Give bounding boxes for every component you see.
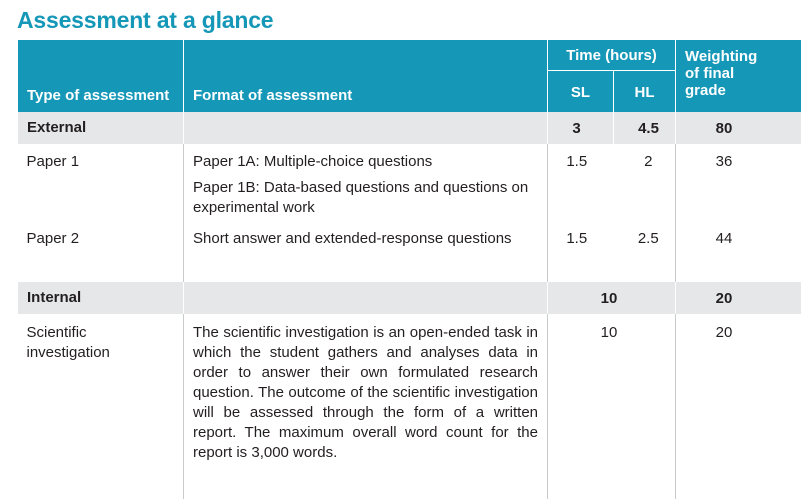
header-sl: SL: [548, 71, 614, 113]
paper1-format-a: Paper 1A: Multiple-choice questions: [193, 153, 433, 170]
paper2-label: Paper 2: [18, 220, 184, 282]
header-type: Type of assessment: [18, 40, 184, 112]
header-weighting-line2: of final: [685, 65, 735, 82]
internal-time: 10: [548, 282, 676, 314]
header-row-top: [18, 40, 802, 71]
investigation-label: Scientific investigation: [18, 314, 184, 499]
paper1-weight: 36: [676, 144, 802, 220]
table-row-investigation: [18, 314, 802, 499]
investigation-time: 10: [548, 314, 676, 499]
internal-format-empty: [184, 282, 548, 314]
paper2-weight: 44: [676, 220, 802, 282]
paper1-sl: 1.5: [548, 144, 614, 220]
investigation-format: The scientific investigation is an open-ended task in which the student gathers and analyses data in order to answer their own formulated research question. The outcome of the scientific investigation will be assessed through the form of a written report. The maximum overall word count for the report is 3,000 words.: [184, 314, 548, 499]
header-weighting-line1: Weighting: [685, 48, 758, 65]
header-format: Format of assessment: [184, 40, 548, 112]
table-row-paper2: [18, 220, 802, 282]
paper2-format: Short answer and extended-response questions: [184, 220, 548, 282]
assessment-table: [17, 40, 802, 499]
paper2-hl: 2.5: [614, 220, 676, 282]
header-weighting: [676, 40, 802, 112]
external-weight: 80: [676, 112, 802, 144]
header-time: Time (hours): [548, 40, 676, 71]
paper1-hl: 2: [614, 144, 676, 220]
internal-label: Internal: [18, 282, 184, 314]
investigation-weight: 20: [676, 314, 802, 499]
paper2-sl: 1.5: [548, 220, 614, 282]
header-weighting-line3: grade: [685, 82, 726, 99]
section-row-internal: [18, 282, 802, 314]
external-label: External: [18, 112, 184, 144]
paper1-label: Paper 1: [18, 144, 184, 220]
external-sl: 3: [548, 112, 614, 144]
section-row-external: [18, 112, 802, 144]
page-heading: Assessment at a glance: [17, 7, 274, 33]
external-hl: 4.5: [614, 112, 676, 144]
table-row-paper1: [18, 144, 802, 220]
paper1-format-b: Paper 1B: Data-based questions and questions on experimental work: [193, 179, 529, 216]
external-format-empty: [184, 112, 548, 144]
header-hl: HL: [614, 71, 676, 113]
internal-weight: 20: [676, 282, 802, 314]
paper1-format: [184, 144, 548, 220]
